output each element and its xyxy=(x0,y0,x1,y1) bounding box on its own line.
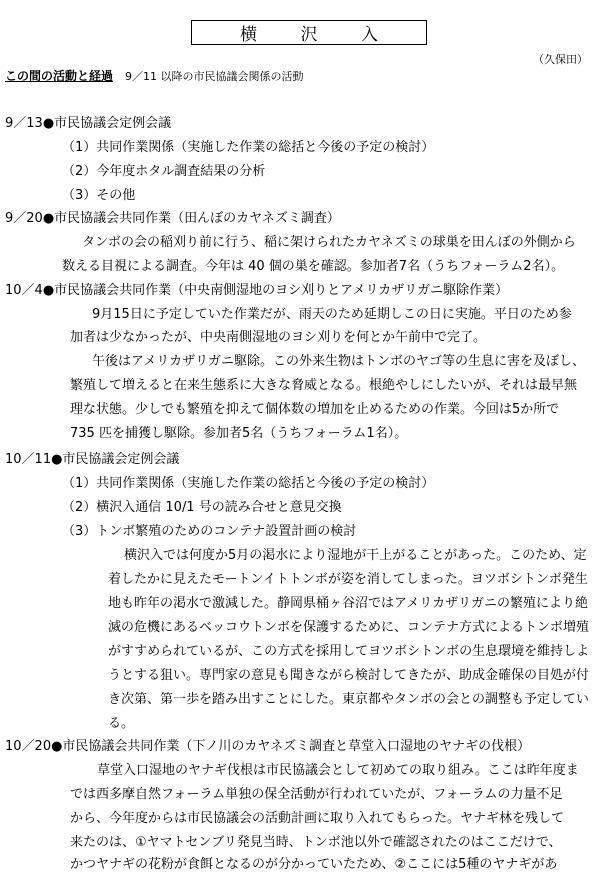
body-text-line: 加者は少なかったが、中央南側湿地のヨシ刈りを何とか午前中で完了。 xyxy=(70,330,487,345)
entry-date-line: 9／13●市民協議会定例会議 xyxy=(5,116,172,131)
title-char-1: 横 xyxy=(240,25,257,45)
agenda-item: （3）その他 xyxy=(62,188,136,203)
body-text-line: 午後はアメリカザリガニ駆除。この外来生物はトンボのヤゴ等の生息に害を及ぼし、 xyxy=(92,354,585,369)
body-text-line: 来たのは、①ヤマトセンブリ発見当時、トンボ池以外で確認されたのはここだけで、 xyxy=(70,835,562,850)
entry-date-line: 10／20●市民協議会共同作業（下ノ川のカヤネズミ調査と草堂入口湿地のヤナギの伐根） xyxy=(5,739,531,754)
agenda-item: （2）横沢入通信 10/1 号の読み合せと意見交換 xyxy=(62,500,342,515)
body-text-line: 繁殖して増えると在来生態系に大きな脅威となる。根絶やしにしたいが、それは最早無 xyxy=(70,378,578,393)
body-text-line: 地も昨年の渇水で激減した。静岡県桶ヶ谷沼ではアメリカザリガニの繁殖により絶 xyxy=(108,596,588,611)
agenda-item: （1）共同作業関係（実施した作業の総括と今後の予定の検討） xyxy=(62,476,435,491)
body-text-line: る。 xyxy=(108,716,135,731)
body-text-line: 9月15日に予定していた作業だが、雨天のため延期しこの日に実施。平日のため参 xyxy=(92,307,572,322)
body-text-line: 着したかに見えたモートンイトトンボが姿を消してしまった。ヨツボシトンボ発生 xyxy=(108,572,588,587)
body-text-line: 理な状態。少しでも繁殖を抑えて個体数の増加を止めるための作業。今回は5か所で xyxy=(70,402,560,417)
agenda-item: （3）トンボ繁殖のためのコンテナ設置計画の検討 xyxy=(62,524,357,539)
body-text-line: 735 匹を捕獲し駆除。参加者5名（うちフォーラム1名）。 xyxy=(70,426,408,441)
entry-date-line: 10／11●市民協議会定例会議 xyxy=(5,452,180,467)
title-char-2: 沢 xyxy=(300,25,318,45)
entry-date-line: 9／20●市民協議会共同作業（田んぼのカヤネズミ調査） xyxy=(5,211,340,226)
body-text-line: から、今年度からは市民協議会の活動計画に取り入れてもらった。ヤナギ林を残して xyxy=(70,811,565,826)
entry-date-line: 10／4●市民協議会共同作業（中央南側湿地のヨシ刈りとアメリカザリガニ駆除作業） xyxy=(5,283,509,298)
body-text-line: 草堂入口湿地のヤナギ伐根は市民協議会として初めての取り組み。ここは昨年度ま xyxy=(97,763,579,778)
body-text-line: うとする狙い。専門家の意見も聞きながら検討してきたが、助成金確保の目処が付 xyxy=(108,668,590,683)
agenda-item: （1）共同作業関係（実施した作業の総括と今後の予定の検討） xyxy=(62,140,435,155)
section-heading: この間の活動と経過 xyxy=(5,69,114,83)
body-text-line: では西多摩自然フォーラム単独の保全活動が行われていたが、フォーラムの力量不足 xyxy=(70,787,563,802)
body-text-line: かつヤナギの花粉が食餌となるのが分かっていたため、②ここには5種のヤナギがあ xyxy=(70,857,558,872)
body-text-line: 横沢入では何度か5月の渇水により湿地が干上がることがあった。このため、定 xyxy=(124,548,587,563)
body-text-line: 数える目視による調査。今年は 40 個の巣を確認。参加者7名（うちフォーラム2名）。 xyxy=(62,259,565,274)
body-text-line: き次第、第一歩を踏み出すことにした。東京都やタンボの会との調整も予定してい xyxy=(108,692,590,707)
body-text-line: 滅の危機にあるベッコウトンボを保護するために、コンテナ方式によるトンボ増殖 xyxy=(108,620,590,635)
section-header xyxy=(5,67,304,84)
section-subheading: 9／11 以降の市民協議会関係の活動 xyxy=(125,70,304,83)
body-text-line: がすすめられているが、この方式を採用してヨツボシトンボの生息環境を維持しよ xyxy=(108,644,590,659)
body-text-line: タンボの会の稲刈り前に行う、稲に架けられたカヤネズミの球巣を田んぼの外側から xyxy=(82,235,576,250)
title-char-3: 入 xyxy=(361,25,378,45)
document-title xyxy=(191,20,427,45)
agenda-item: （2）今年度ホタル調査結果の分析 xyxy=(62,164,266,179)
author-name: （久保田） xyxy=(533,53,588,66)
